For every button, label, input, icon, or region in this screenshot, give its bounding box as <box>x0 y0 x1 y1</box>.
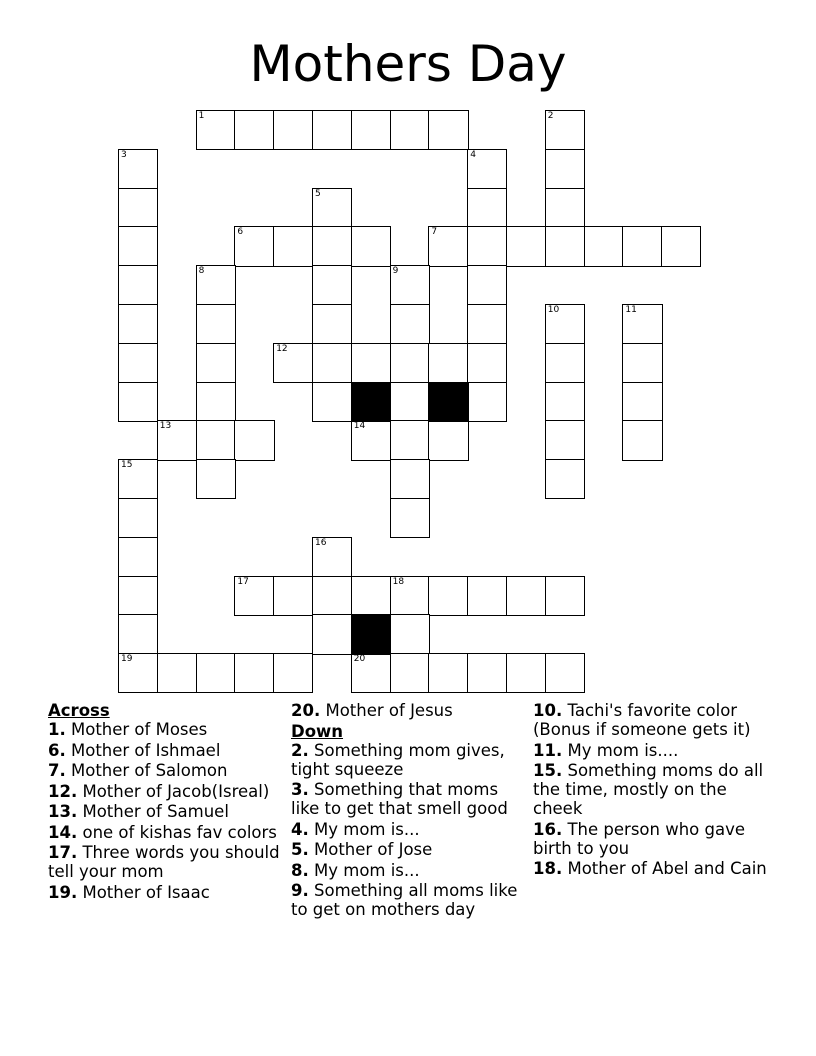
clue-number: 3 <box>121 149 127 160</box>
grid-cell[interactable] <box>351 653 391 693</box>
grid-cell[interactable] <box>118 226 158 266</box>
clue-label-number: 15. <box>533 761 563 780</box>
black-square <box>351 382 391 422</box>
clue-text: My mom is.... <box>562 740 679 760</box>
grid-cell[interactable] <box>545 459 585 499</box>
grid-cell[interactable] <box>312 382 352 422</box>
grid-cell[interactable] <box>661 226 701 266</box>
grid-cell[interactable] <box>351 576 391 616</box>
clue-column-2 <box>291 701 531 921</box>
grid-cell[interactable] <box>351 420 391 460</box>
grid-cell[interactable] <box>118 149 158 189</box>
grid-cell[interactable] <box>390 576 430 616</box>
clue-label-number: 2. <box>291 740 309 760</box>
grid-cell[interactable] <box>467 265 507 305</box>
grid-cell[interactable] <box>584 226 624 266</box>
clue-number: 1 <box>198 111 205 121</box>
clue-number: 2 <box>547 111 554 121</box>
grid-cell[interactable] <box>506 576 546 616</box>
grid-cell[interactable] <box>467 343 507 383</box>
clue-text: Mother of Jose <box>308 840 433 859</box>
down-clue <box>291 741 531 779</box>
grid-cell[interactable] <box>390 110 430 150</box>
grid-cell[interactable] <box>196 304 236 344</box>
grid-cell[interactable] <box>390 304 430 344</box>
grid-cell[interactable] <box>273 110 313 150</box>
grid-cell[interactable] <box>622 304 662 344</box>
grid-cell[interactable] <box>312 226 352 266</box>
across-clue <box>48 802 288 821</box>
clue-number: 8 <box>198 266 205 277</box>
clue-text: My mom is... <box>308 860 420 880</box>
grid-cell[interactable] <box>428 576 468 616</box>
grid-cell[interactable] <box>428 420 468 460</box>
grid-cell[interactable] <box>118 498 158 538</box>
clue-label-number: 13. <box>48 802 78 821</box>
grid-cell[interactable] <box>351 226 391 266</box>
clue-text: Mother of Moses <box>65 720 208 739</box>
clue-label-number: 6. <box>48 740 66 760</box>
clue-number: 11 <box>625 305 637 315</box>
grid-cell[interactable] <box>118 576 158 616</box>
grid-cell[interactable] <box>545 188 585 228</box>
clue-number: 10 <box>547 305 560 315</box>
grid-cell[interactable] <box>196 420 236 460</box>
grid-cell[interactable] <box>467 653 507 693</box>
grid-cell[interactable] <box>118 459 158 499</box>
grid-cell[interactable] <box>428 653 468 693</box>
down-clue <box>291 780 531 818</box>
grid-cell[interactable] <box>196 343 236 383</box>
across-clue <box>48 720 288 739</box>
clue-number: 4 <box>470 149 476 160</box>
grid-cell[interactable] <box>196 265 236 305</box>
grid-cell[interactable] <box>622 420 662 460</box>
across-clue <box>291 701 531 720</box>
grid-cell[interactable] <box>390 382 430 422</box>
grid-cell[interactable] <box>351 343 391 383</box>
grid-cell[interactable] <box>428 343 468 383</box>
grid-cell[interactable] <box>312 188 352 228</box>
grid-cell[interactable] <box>545 304 585 344</box>
grid-cell[interactable] <box>118 614 158 654</box>
clue-text: Mother of Ishmael <box>65 740 221 760</box>
across-clue <box>48 843 288 881</box>
clue-text: Mother of Jacob(Isreal) <box>77 781 270 801</box>
puzzle-title: Mothers Day <box>249 35 567 93</box>
grid-cell[interactable] <box>545 110 585 150</box>
grid-cell[interactable] <box>467 149 507 189</box>
clue-text: Mother of Salomon <box>65 761 228 780</box>
grid-cell[interactable] <box>390 498 430 538</box>
down-clue <box>533 701 773 739</box>
across-clue <box>48 823 288 842</box>
grid-cell[interactable] <box>428 226 468 266</box>
clue-number: 14 <box>353 421 366 432</box>
across-clue <box>48 782 288 801</box>
clue-column-1 <box>48 701 288 903</box>
clue-label-number: 19. <box>48 882 78 902</box>
clue-number: 16 <box>315 537 327 548</box>
grid-cell[interactable] <box>196 653 236 693</box>
grid-cell[interactable] <box>467 576 507 616</box>
grid-cell[interactable] <box>157 420 197 460</box>
grid-cell[interactable] <box>545 653 585 693</box>
down-clue <box>533 741 773 760</box>
across-header: Across <box>48 701 110 720</box>
grid-cell[interactable] <box>545 149 585 189</box>
clue-number: 5 <box>315 188 321 199</box>
grid-cell[interactable] <box>273 653 313 693</box>
clue-text: My mom is... <box>308 819 420 839</box>
clue-label-number: 3. <box>291 780 309 799</box>
grid-cell[interactable] <box>196 382 236 422</box>
down-clue <box>533 761 773 818</box>
clue-text: Tachi's favorite color (Bonus if someone gets it) <box>533 701 751 739</box>
grid-cell[interactable] <box>273 343 313 383</box>
clue-column-3 <box>533 701 773 880</box>
clue-text: Three words you should tell your mom <box>48 843 280 881</box>
grid-cell[interactable] <box>506 226 546 266</box>
clue-text: Mother of Samuel <box>77 802 229 821</box>
clue-text: Mother of Abel and Cain <box>562 859 767 878</box>
clue-number: 12 <box>276 343 288 354</box>
clue-label-number: 9. <box>291 881 309 900</box>
clue-number: 18 <box>392 576 405 587</box>
grid-cell[interactable] <box>545 382 585 422</box>
grid-cell[interactable] <box>545 343 585 383</box>
grid-cell[interactable] <box>234 653 274 693</box>
grid-cell[interactable] <box>118 343 158 383</box>
clue-number: 13 <box>159 421 172 432</box>
black-square <box>428 382 468 422</box>
clue-number: 15 <box>121 460 133 471</box>
grid-cell[interactable] <box>118 653 158 693</box>
grid-cell[interactable] <box>622 343 662 383</box>
grid-cell[interactable] <box>545 226 585 266</box>
grid-cell[interactable] <box>622 226 662 266</box>
grid-cell[interactable] <box>390 459 430 499</box>
grid-cell[interactable] <box>312 110 352 150</box>
grid-cell[interactable] <box>312 265 352 305</box>
down-clue <box>291 881 531 919</box>
grid-cell[interactable] <box>390 343 430 383</box>
clue-label-number: 11. <box>533 740 563 760</box>
grid-cell[interactable] <box>390 653 430 693</box>
across-clue <box>48 883 288 902</box>
grid-cell[interactable] <box>118 188 158 228</box>
grid-cell[interactable] <box>390 614 430 654</box>
clue-text: one of kishas fav colors <box>77 822 277 842</box>
grid-cell[interactable] <box>157 653 197 693</box>
grid-cell[interactable] <box>196 110 236 150</box>
grid-cell[interactable] <box>622 382 662 422</box>
grid-cell[interactable] <box>545 420 585 460</box>
down-clue <box>533 859 773 878</box>
clue-label-number: 14. <box>48 822 78 842</box>
grid-cell[interactable] <box>273 226 313 266</box>
clue-number: 19 <box>121 654 133 665</box>
grid-cell[interactable] <box>118 304 158 344</box>
grid-cell[interactable] <box>196 459 236 499</box>
grid-cell[interactable] <box>312 614 352 654</box>
across-clue <box>48 741 288 760</box>
grid-cell[interactable] <box>234 420 274 460</box>
clue-text: Something moms do all the time, mostly on the cheek <box>533 761 764 818</box>
grid-cell[interactable] <box>467 188 507 228</box>
clue-label-number: 17. <box>48 843 78 862</box>
grid-cell[interactable] <box>351 110 391 150</box>
grid-cell[interactable] <box>428 110 468 150</box>
grid-cell[interactable] <box>312 537 352 577</box>
clue-label-number: 8. <box>291 860 309 880</box>
down-header: Down <box>291 721 344 741</box>
clue-text: Something that moms like to get that smell good <box>291 780 508 818</box>
clue-label-number: 7. <box>48 761 66 780</box>
clue-label-number: 12. <box>48 781 78 801</box>
clue-text: Mother of Isaac <box>77 882 210 902</box>
clue-number: 17 <box>237 576 249 587</box>
black-square <box>351 614 391 654</box>
down-clue <box>533 820 773 858</box>
down-clue <box>291 861 531 880</box>
clue-number: 20 <box>353 654 366 665</box>
grid-cell[interactable] <box>234 226 274 266</box>
clue-label-number: 18. <box>533 859 563 878</box>
grid-cell[interactable] <box>118 265 158 305</box>
clue-number: 7 <box>431 227 438 238</box>
grid-cell[interactable] <box>390 265 430 305</box>
clue-text: Something all moms like to get on mothers day <box>291 881 518 919</box>
down-clue <box>291 820 531 839</box>
grid-cell[interactable] <box>234 110 274 150</box>
clue-text: Mother of Jesus <box>320 701 453 720</box>
grid-cell[interactable] <box>390 420 430 460</box>
clue-number: 6 <box>237 227 244 238</box>
grid-cell[interactable] <box>273 576 313 616</box>
grid-cell[interactable] <box>234 576 274 616</box>
across-clue <box>48 761 288 780</box>
clue-label-number: 5. <box>291 840 309 859</box>
grid-cell[interactable] <box>467 304 507 344</box>
clue-label-number: 1. <box>48 720 66 739</box>
grid-cell[interactable] <box>118 537 158 577</box>
clue-label-number: 10. <box>533 701 563 720</box>
clue-text: The person who gave birth to you <box>533 819 746 858</box>
clue-label-number: 20. <box>291 701 321 720</box>
clue-label-number: 4. <box>291 819 309 839</box>
grid-cell[interactable] <box>312 576 352 616</box>
grid-cell[interactable] <box>118 382 158 422</box>
grid-cell[interactable] <box>467 382 507 422</box>
grid-cell[interactable] <box>312 304 352 344</box>
grid-cell[interactable] <box>467 226 507 266</box>
clue-number: 9 <box>392 266 399 277</box>
grid-cell[interactable] <box>312 343 352 383</box>
grid-cell[interactable] <box>506 653 546 693</box>
clue-text: Something mom gives, tight squeeze <box>291 740 505 779</box>
down-clue <box>291 840 531 859</box>
clue-label-number: 16. <box>533 819 563 839</box>
grid-cell[interactable] <box>545 576 585 616</box>
